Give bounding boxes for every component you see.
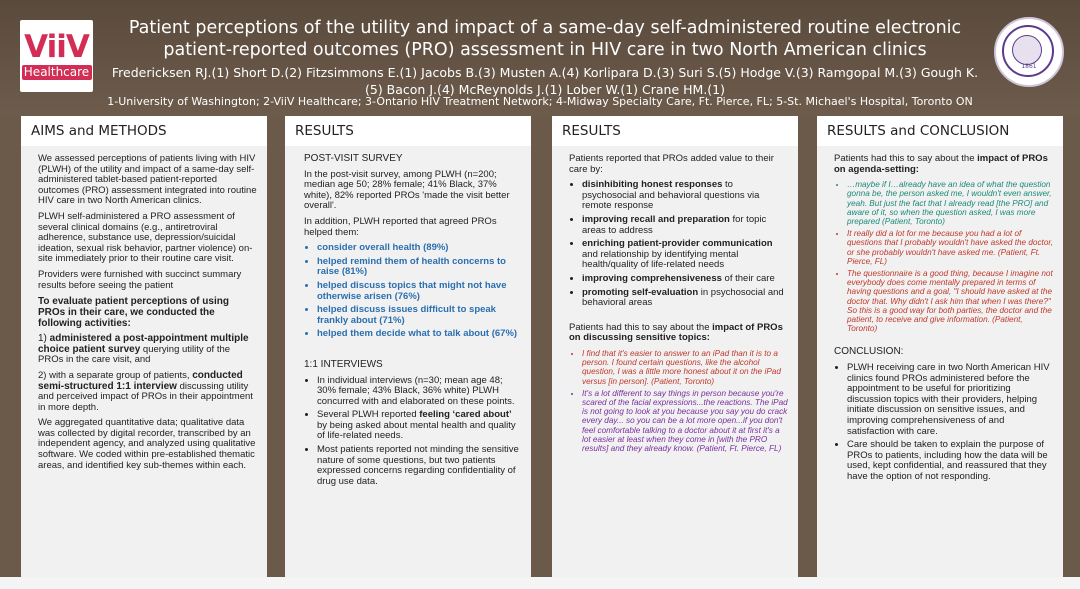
text-bold: administered a post-appointment multiple choice patient survey [38, 333, 249, 355]
text: discussing utility and perceived impact of PROs in their appointment in more depth. [38, 380, 253, 413]
paragraph [569, 323, 788, 344]
poster-title: Patient perceptions of the utility and impact of a same-day self-administered routine electronic patient-reported outcomes (PRO) assessment in HIV care in two North American clinics [128, 18, 962, 60]
paragraph: We aggregated quantitative data; qualitative data was collected by digital recorder, transcribed by an independent agency, and analyzed using qualitative software. We coded within pre-established thematic areas, and identified key sub-themes within each. [38, 417, 256, 471]
text: of their care [721, 272, 775, 284]
paragraph-activity-1 [38, 334, 257, 366]
list-item: • helped remind them of health concerns to raise (81%) [317, 257, 521, 278]
text: by being asked about mental health and quality of life-related needs. [317, 419, 516, 442]
text-bold: impact of PROs on agenda-setting: [834, 153, 1048, 175]
logo-subtitle: Healthcare [22, 65, 92, 80]
viiv-healthcare-logo [20, 20, 93, 92]
list-item: • consider overall health (89%) [317, 243, 521, 254]
list-item [582, 274, 788, 285]
text-bold: disinhibiting honest responses [582, 179, 723, 191]
section-subheading: CONCLUSION: [834, 346, 904, 358]
list-item [582, 288, 788, 309]
text: in psychosocial and behavioral areas [582, 286, 784, 309]
paragraph: In addition, PLWH reported that agreed PROs helped them: [304, 215, 497, 238]
text-bold: feeling ‘cared about’ [419, 409, 512, 421]
text: for topic areas to address [582, 213, 767, 236]
text-bold: improving comprehensiveness [582, 272, 722, 284]
column-heading: RESULTS [552, 116, 798, 146]
column-heading: AIMS and METHODS [21, 116, 267, 146]
list-item [582, 180, 788, 212]
list-item [582, 215, 788, 236]
column-heading: RESULTS [285, 116, 531, 146]
text-bold: conducted semi-structured 1:1 interview [38, 369, 243, 392]
text: Patients had this to say about the [834, 153, 978, 164]
list-item: • PLWH receiving care in two North American HIV clinics found PROs administered before the appointment to be useful for prioritizing discussion topics with their providers, helping initiate discussion on sensitive issues, and improving comprehensiveness of and satisfaction with care. [847, 363, 1053, 437]
quote-list [569, 349, 788, 453]
paragraph: Patients reported that PROs added value to their care by: [569, 153, 774, 175]
affiliations: 1-University of Washington; 2-ViiV Healthcare; 3-Ontario HIV Treatment Network; 4-Midway Specialty Care, Ft. Pierce, FL; 5-St. Michael's Hospital, Toronto ON [107, 95, 973, 108]
paragraph-activity-2 [38, 371, 257, 413]
list-item: • helped discuss issues difficult to speak frankly about (71%) [317, 305, 521, 326]
column-heading: RESULTS and CONCLUSION [817, 116, 1063, 146]
title-block [110, 17, 980, 98]
patient-quote: • …maybe if I…already have an idea of what the question gonna be, the person asked me, I wouldn't even answer, yeah. But just the fact that I already read [the PRO] and aware of it, so when the question asked, I was more prepared (Patient, Toronto) [847, 180, 1053, 226]
column-body [552, 146, 798, 453]
logo-wordmark: ViiV [24, 29, 89, 65]
column-body [21, 146, 267, 471]
text: 1) [38, 333, 50, 345]
text-bold: impact of PROs on discussing sensitive topics: [569, 321, 783, 344]
text: 2) with a separate group of patients, [38, 369, 193, 381]
paragraph: We assessed perceptions of patients living with HIV (PLWH) of the utility and impact of a same-day self-administered tablet-based patient-reported outcomes (PRO) assessment integrated into routine HIV care in two North American clinics. [38, 153, 257, 207]
text: querying utility of the PROs in the care visit, and [38, 343, 231, 366]
paragraph-bold: To evaluate patient perceptions of using PROs in their care, we conducted the following activities: [38, 296, 229, 330]
paragraph: Providers were furnished with succinct summary results before seeing the patient [38, 268, 242, 291]
column-results-survey [285, 116, 531, 577]
conclusion-list [834, 363, 1053, 483]
text: Patients had this to say about the [569, 321, 713, 333]
section-subheading: 1:1 INTERVIEWS [304, 358, 383, 370]
patient-quote: • I find that it's easier to answer to an iPad than it is to a person. I found certain questions, like the alcohol question, I was a little more honest about it on the iPad versus [in person]. (Patient, Toronto) [582, 349, 788, 386]
list-item: • helped them decide what to talk about (67%) [317, 329, 521, 340]
seal-year: 1861 [1021, 63, 1037, 70]
list-item [317, 410, 521, 442]
text-bold: improving recall and preparation [582, 213, 730, 225]
list-item: • In individual interviews (n=30; mean age 48; 30% female; 43% Black, 36% white) PLWH concurred with and elaborated on these points. [317, 376, 521, 408]
patient-quote: • It's a lot different to say things in person because you're scared of the facial expressions...the reactions. The iPad is not going to look at you because you say you do crack every day... so you can be a lot more open...if you don't feel comfortable talking to a doctor about it at first it's a lot easier at least when they come in [with the PRO results] and they already know. (Patient, Ft. Pierce, FL) [582, 389, 788, 453]
bottom-strip [0, 577, 1080, 589]
patient-quote: • The questionnaire is a good thing, because I imagine not everybody does come mentally prepared in terms of having questions and a goal, "I should have asked at the doctor that. Why didn't I ask him that when I was there?" So this is a good way for both parties, the doctor and the patient, to receive and give information. (Patient, Toronto) [847, 269, 1053, 333]
text: to psychosocial and behavioral questions via remote response [582, 179, 760, 212]
survey-results-list [304, 243, 521, 340]
list-item: • Most patients reported not minding the sensitive nature of some questions, but two patients expressed concerns regarding confidentiality of drug use data. [317, 445, 521, 487]
column-body [285, 146, 531, 487]
column-body [817, 146, 1063, 483]
text-bold: enriching patient-provider communication [582, 238, 773, 250]
paragraph: In the post-visit survey, among PLWH (n=200; median age 50; 28% female; 41% Black, 37% white), 82% reported PROs 'made the visit better overall'. [304, 168, 510, 212]
list-item: • Care should be taken to explain the purpose of PROs to patients, including how the data will be used, kept confidential, and reassured that they have the option of not responding. [847, 440, 1053, 482]
poster-header [0, 0, 1080, 116]
column-aims-methods [21, 116, 267, 577]
paragraph: PLWH self-administered a PRO assessment of several clinical domains (e.g., antiretroviral adherence, substance use, depression/suicidal ideation, sexual risk behavior, partner violence) on-site immediately prior to their routine care visit. [38, 210, 253, 265]
text: Several PLWH reported [317, 409, 420, 421]
patient-quote: • It really did a lot for me because you had a lot of questions that I probably wouldn't have asked the doctor, or she probably wouldn't have asked me. (Patient, Ft. Pierce, FL) [847, 229, 1053, 266]
value-list [569, 180, 788, 309]
seal-core [1012, 35, 1042, 65]
text: and relationship by identifying mental health/quality of life-related needs [582, 248, 739, 271]
author-list: Fredericksen RJ.(1) Short D.(2) Fitzsimmons E.(1) Jacobs B.(3) Musten A.(4) Korlipara D.(3) Suri S.(5) Hodge V.(3) Ramgopal M.(3) Gough K.(5) Bacon J.(4) McReynolds J.(1) Lober W.(1) Crane HM.(1) [111, 65, 979, 97]
section-subheading: POST-VISIT SURVEY [304, 153, 403, 164]
column-results-value [552, 116, 798, 577]
quote-list [834, 180, 1053, 333]
paragraph [834, 154, 1053, 175]
list-item [582, 239, 788, 271]
list-item: • helped discuss topics that might not have otherwise arisen (76%) [317, 281, 521, 302]
university-seal-icon [994, 17, 1064, 87]
column-results-conclusion [817, 116, 1063, 577]
interview-list [304, 376, 521, 488]
text-bold: promoting self-evaluation [582, 286, 699, 298]
